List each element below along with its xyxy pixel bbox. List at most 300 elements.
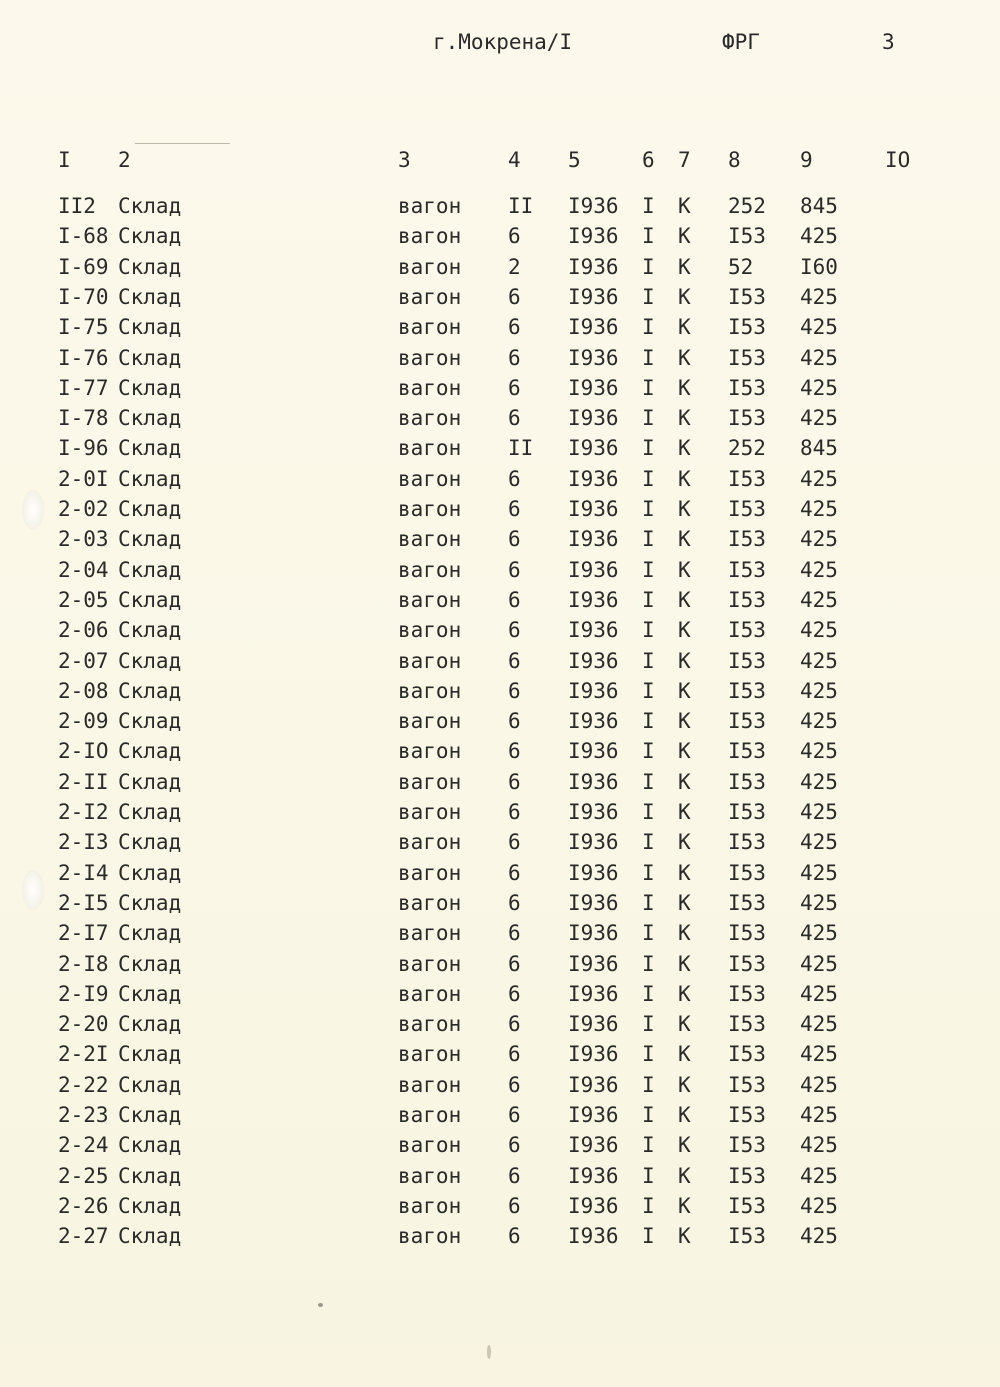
row-area: I53: [728, 224, 766, 249]
row-year: I936: [568, 951, 619, 976]
row-category: К: [678, 678, 691, 703]
row-value: 425: [800, 466, 838, 491]
row-value: 425: [800, 709, 838, 734]
row-year: I936: [568, 860, 619, 885]
row-count: II: [508, 194, 534, 218]
row-category: К: [678, 739, 691, 764]
row-number: 2-I8: [58, 951, 109, 976]
row-object: Склад: [118, 1133, 182, 1158]
row-class: I: [642, 739, 655, 764]
row-area: I53: [728, 769, 766, 794]
row-year: I936: [568, 981, 619, 1006]
table-row: [0, 737, 1000, 765]
row-value: 425: [800, 1193, 838, 1218]
row-year: I936: [568, 648, 619, 673]
row-type: вагон: [398, 951, 462, 976]
row-year: I936: [568, 254, 619, 279]
table-row: [0, 586, 1000, 614]
row-type: вагон: [398, 860, 462, 885]
row-area: I53: [728, 951, 766, 976]
row-area: I53: [728, 1072, 766, 1097]
row-count: 6: [508, 587, 521, 612]
row-object: Склад: [118, 678, 182, 703]
table-row: [0, 1010, 1000, 1038]
row-area: I53: [728, 284, 766, 309]
row-area: I53: [728, 375, 766, 400]
row-count: 6: [508, 830, 521, 855]
row-class: I: [642, 406, 655, 431]
row-class: I: [642, 284, 655, 309]
row-category: К: [678, 436, 691, 461]
row-count: 6: [508, 1042, 521, 1067]
row-year: I936: [568, 375, 619, 400]
row-area: I53: [728, 890, 766, 915]
table-row: [0, 828, 1000, 856]
row-type: вагон: [398, 557, 462, 582]
row-number: 2-09: [58, 709, 109, 734]
row-number: 2-06: [58, 618, 109, 643]
row-type: вагон: [398, 1012, 462, 1037]
row-area: I53: [728, 1163, 766, 1188]
table-row: [0, 1192, 1000, 1220]
row-number: 2-07: [58, 648, 109, 673]
row-number: 2-I3: [58, 830, 109, 855]
row-object: Склад: [118, 830, 182, 855]
row-number: 2-26: [58, 1193, 109, 1218]
row-count: 6: [508, 345, 521, 370]
row-object: Склад: [118, 557, 182, 582]
column-header: 9: [800, 148, 813, 172]
row-area: 252: [728, 194, 766, 218]
row-object: Склад: [118, 648, 182, 673]
row-year: I936: [568, 739, 619, 764]
row-count: 6: [508, 1072, 521, 1097]
row-category: К: [678, 224, 691, 249]
row-count: 6: [508, 921, 521, 946]
row-type: вагон: [398, 224, 462, 249]
row-type: вагон: [398, 1224, 462, 1249]
table-row: [0, 647, 1000, 675]
row-type: вагон: [398, 739, 462, 764]
column-header: 7: [678, 148, 691, 172]
row-count: II: [508, 436, 534, 461]
row-year: I936: [568, 1103, 619, 1127]
row-category: К: [678, 800, 691, 824]
row-category: К: [678, 1163, 691, 1188]
row-value: 425: [800, 678, 838, 703]
row-type: вагон: [398, 527, 462, 552]
row-object: Склад: [118, 921, 182, 946]
row-area: I53: [728, 557, 766, 582]
row-class: I: [642, 1103, 655, 1127]
row-class: I: [642, 254, 655, 279]
row-year: I936: [568, 406, 619, 431]
row-type: вагон: [398, 315, 462, 340]
row-object: Склад: [118, 315, 182, 340]
row-year: I936: [568, 1193, 619, 1218]
row-area: I53: [728, 1103, 766, 1127]
row-class: I: [642, 375, 655, 400]
table-row: [0, 889, 1000, 917]
row-value: I60: [800, 254, 838, 279]
row-count: 6: [508, 860, 521, 885]
row-class: I: [642, 497, 655, 521]
row-year: I936: [568, 315, 619, 340]
row-class: I: [642, 194, 655, 218]
row-category: К: [678, 860, 691, 885]
row-category: К: [678, 618, 691, 643]
table-row: [0, 1222, 1000, 1250]
row-type: вагон: [398, 345, 462, 370]
row-year: I936: [568, 830, 619, 855]
row-object: Склад: [118, 284, 182, 309]
row-category: К: [678, 375, 691, 400]
row-year: I936: [568, 1163, 619, 1188]
table-row: [0, 1040, 1000, 1068]
row-count: 6: [508, 315, 521, 340]
row-number: 2-04: [58, 557, 109, 582]
row-type: вагон: [398, 709, 462, 734]
row-value: 425: [800, 800, 838, 824]
row-number: II2: [58, 194, 96, 218]
row-number: 2-I9: [58, 981, 109, 1006]
column-header: I: [58, 148, 71, 172]
table-row: [0, 465, 1000, 493]
column-header: 3: [398, 148, 411, 172]
row-area: I53: [728, 860, 766, 885]
row-object: Склад: [118, 1072, 182, 1097]
row-count: 6: [508, 224, 521, 249]
row-number: 2-IO: [58, 739, 109, 764]
row-number: I-69: [58, 254, 109, 279]
row-area: I53: [728, 648, 766, 673]
row-class: I: [642, 1193, 655, 1218]
row-class: I: [642, 1133, 655, 1158]
row-object: Склад: [118, 890, 182, 915]
row-category: К: [678, 284, 691, 309]
row-object: Склад: [118, 406, 182, 431]
row-value: 425: [800, 375, 838, 400]
row-value: 425: [800, 648, 838, 673]
table-row: [0, 1071, 1000, 1099]
row-category: К: [678, 1072, 691, 1097]
table-row: [0, 192, 1000, 220]
page-header: [0, 22, 1000, 62]
row-class: I: [642, 981, 655, 1006]
row-number: 2-23: [58, 1103, 109, 1127]
row-class: I: [642, 921, 655, 946]
table-row: [0, 798, 1000, 826]
row-value: 425: [800, 284, 838, 309]
column-header: 2: [118, 148, 131, 172]
row-category: К: [678, 890, 691, 915]
table-row: [0, 556, 1000, 584]
row-object: Склад: [118, 860, 182, 885]
row-area: I53: [728, 739, 766, 764]
row-category: К: [678, 830, 691, 855]
row-class: I: [642, 951, 655, 976]
row-category: К: [678, 587, 691, 612]
row-area: I53: [728, 709, 766, 734]
row-number: 2-03: [58, 527, 109, 552]
row-type: вагон: [398, 284, 462, 309]
row-count: 6: [508, 1224, 521, 1249]
row-value: 425: [800, 224, 838, 249]
row-object: Склад: [118, 194, 182, 218]
row-class: I: [642, 315, 655, 340]
row-category: К: [678, 406, 691, 431]
row-type: вагон: [398, 648, 462, 673]
row-number: 2-08: [58, 678, 109, 703]
row-year: I936: [568, 678, 619, 703]
row-count: 6: [508, 1012, 521, 1037]
row-year: I936: [568, 527, 619, 552]
row-class: I: [642, 345, 655, 370]
row-category: К: [678, 1042, 691, 1067]
table-row: [0, 283, 1000, 311]
row-count: 6: [508, 618, 521, 643]
row-type: вагон: [398, 800, 462, 824]
row-number: I-75: [58, 315, 109, 340]
row-year: I936: [568, 194, 619, 218]
row-category: К: [678, 497, 691, 521]
row-number: 2-25: [58, 1163, 109, 1188]
row-class: I: [642, 466, 655, 491]
row-object: Склад: [118, 345, 182, 370]
row-object: Склад: [118, 709, 182, 734]
header-place: г.Мокрена/I: [433, 30, 573, 54]
row-year: I936: [568, 921, 619, 946]
row-year: I936: [568, 800, 619, 824]
row-object: Склад: [118, 618, 182, 643]
table-row: [0, 919, 1000, 947]
row-count: 6: [508, 709, 521, 734]
row-area: I53: [728, 678, 766, 703]
row-category: К: [678, 1224, 691, 1249]
row-type: вагон: [398, 769, 462, 794]
row-number: I-78: [58, 406, 109, 431]
row-area: I53: [728, 1193, 766, 1218]
row-number: 2-22: [58, 1072, 109, 1097]
table-row: [0, 1101, 1000, 1129]
table-row: [0, 525, 1000, 553]
column-header-row: [0, 146, 1000, 174]
row-count: 6: [508, 678, 521, 703]
row-number: 2-20: [58, 1012, 109, 1037]
row-category: К: [678, 557, 691, 582]
row-class: I: [642, 1163, 655, 1188]
row-category: К: [678, 769, 691, 794]
row-count: 6: [508, 284, 521, 309]
paper-speck: [487, 1345, 491, 1359]
row-number: 2-II: [58, 769, 109, 794]
column-header: 8: [728, 148, 741, 172]
row-type: вагон: [398, 587, 462, 612]
row-value: 845: [800, 436, 838, 461]
row-object: Склад: [118, 769, 182, 794]
row-object: Склад: [118, 1224, 182, 1249]
row-category: К: [678, 1012, 691, 1037]
row-number: 2-I7: [58, 921, 109, 946]
row-category: К: [678, 315, 691, 340]
row-year: I936: [568, 224, 619, 249]
table-row: [0, 404, 1000, 432]
row-number: 2-I2: [58, 800, 109, 824]
row-type: вагон: [398, 1133, 462, 1158]
row-object: Склад: [118, 587, 182, 612]
row-area: I53: [728, 981, 766, 1006]
row-count: 6: [508, 769, 521, 794]
row-number: I-76: [58, 345, 109, 370]
row-area: I53: [728, 315, 766, 340]
row-count: 6: [508, 951, 521, 976]
row-class: I: [642, 769, 655, 794]
row-category: К: [678, 1193, 691, 1218]
row-number: 2-I4: [58, 860, 109, 885]
row-type: вагон: [398, 678, 462, 703]
row-value: 845: [800, 194, 838, 218]
row-count: 6: [508, 1163, 521, 1188]
row-class: I: [642, 1012, 655, 1037]
row-year: I936: [568, 1224, 619, 1249]
row-count: 6: [508, 497, 521, 521]
row-count: 6: [508, 406, 521, 431]
row-class: I: [642, 678, 655, 703]
row-count: 6: [508, 1103, 521, 1127]
row-year: I936: [568, 587, 619, 612]
row-count: 6: [508, 648, 521, 673]
table-row: [0, 677, 1000, 705]
row-type: вагон: [398, 618, 462, 643]
row-object: Склад: [118, 981, 182, 1006]
row-year: I936: [568, 1012, 619, 1037]
row-class: I: [642, 587, 655, 612]
row-area: 252: [728, 436, 766, 461]
row-class: I: [642, 557, 655, 582]
row-object: Склад: [118, 224, 182, 249]
row-type: вагон: [398, 1163, 462, 1188]
row-type: вагон: [398, 406, 462, 431]
row-area: I53: [728, 921, 766, 946]
row-category: К: [678, 981, 691, 1006]
row-category: К: [678, 194, 691, 218]
row-category: К: [678, 648, 691, 673]
row-number: I-77: [58, 375, 109, 400]
row-value: 425: [800, 345, 838, 370]
row-class: I: [642, 1072, 655, 1097]
row-area: I53: [728, 1042, 766, 1067]
table-row: [0, 495, 1000, 523]
paper-speck: [318, 1303, 323, 1307]
row-count: 6: [508, 739, 521, 764]
row-number: I-68: [58, 224, 109, 249]
row-type: вагон: [398, 981, 462, 1006]
row-area: I53: [728, 1224, 766, 1249]
row-value: 425: [800, 769, 838, 794]
row-number: 2-27: [58, 1224, 109, 1249]
row-area: I53: [728, 1133, 766, 1158]
row-year: I936: [568, 769, 619, 794]
row-object: Склад: [118, 466, 182, 491]
row-category: К: [678, 1133, 691, 1158]
table-row: [0, 434, 1000, 462]
row-area: I53: [728, 830, 766, 855]
row-value: 425: [800, 587, 838, 612]
table-row: [0, 1162, 1000, 1190]
row-count: 6: [508, 981, 521, 1006]
table-row: [0, 1131, 1000, 1159]
row-year: I936: [568, 1133, 619, 1158]
column-header: IO: [885, 148, 911, 172]
row-value: 425: [800, 618, 838, 643]
row-type: вагон: [398, 921, 462, 946]
row-area: 52: [728, 254, 754, 279]
row-object: Склад: [118, 1163, 182, 1188]
row-class: I: [642, 436, 655, 461]
row-class: I: [642, 800, 655, 824]
table-row: [0, 253, 1000, 281]
row-value: 425: [800, 406, 838, 431]
row-type: вагон: [398, 466, 462, 491]
row-count: 6: [508, 1133, 521, 1158]
row-class: I: [642, 890, 655, 915]
row-class: I: [642, 830, 655, 855]
row-type: вагон: [398, 1103, 462, 1127]
row-value: 425: [800, 497, 838, 521]
row-count: 6: [508, 375, 521, 400]
row-year: I936: [568, 557, 619, 582]
row-value: 425: [800, 951, 838, 976]
row-category: К: [678, 466, 691, 491]
row-year: I936: [568, 1072, 619, 1097]
row-type: вагон: [398, 497, 462, 521]
table-row: [0, 313, 1000, 341]
row-value: 425: [800, 890, 838, 915]
row-category: К: [678, 951, 691, 976]
row-category: К: [678, 1103, 691, 1127]
row-object: Склад: [118, 1103, 182, 1127]
row-object: Склад: [118, 1012, 182, 1037]
row-count: 6: [508, 890, 521, 915]
table-row: [0, 707, 1000, 735]
row-year: I936: [568, 284, 619, 309]
row-type: вагон: [398, 830, 462, 855]
column-header: 4: [508, 148, 521, 172]
row-object: Склад: [118, 254, 182, 279]
table-row: [0, 768, 1000, 796]
row-class: I: [642, 618, 655, 643]
row-object: Склад: [118, 739, 182, 764]
row-object: Склад: [118, 375, 182, 400]
row-object: Склад: [118, 951, 182, 976]
table-row: [0, 344, 1000, 372]
row-value: 425: [800, 1133, 838, 1158]
row-count: 6: [508, 466, 521, 491]
row-number: 2-I5: [58, 890, 109, 915]
column-header: 6: [642, 148, 655, 172]
row-type: вагон: [398, 194, 462, 218]
row-number: I-70: [58, 284, 109, 309]
row-area: I53: [728, 618, 766, 643]
row-type: вагон: [398, 1193, 462, 1218]
row-year: I936: [568, 618, 619, 643]
row-value: 425: [800, 1163, 838, 1188]
row-class: I: [642, 1224, 655, 1249]
row-type: вагон: [398, 254, 462, 279]
row-area: I53: [728, 345, 766, 370]
row-number: 2-24: [58, 1133, 109, 1158]
row-area: I53: [728, 406, 766, 431]
